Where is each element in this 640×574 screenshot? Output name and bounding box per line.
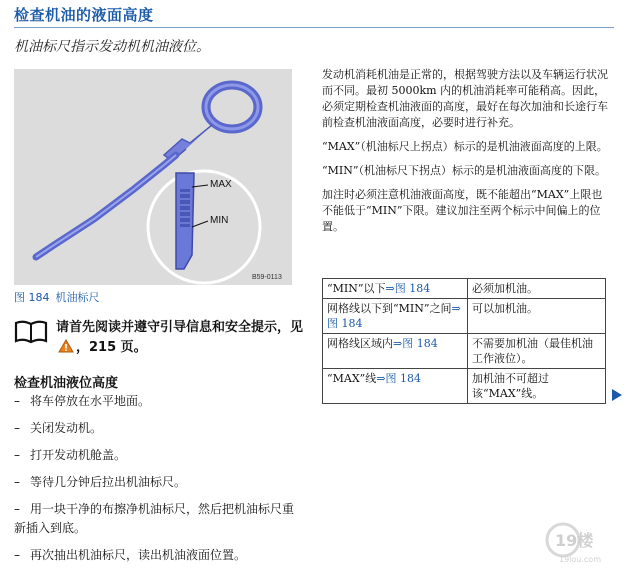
table-row: “MAX”线⇒图 184 加机油不可超过该“MAX”线。 [323, 369, 606, 404]
table-row: “MIN”以下⇒图 184 必须加机油。 [323, 279, 606, 299]
figure-link[interactable]: ⇒图 184 [393, 337, 438, 350]
page-title: 检查机油的液面高度 [14, 6, 154, 24]
max-label: MAX [210, 179, 232, 190]
figure-number: 图 184 [14, 291, 50, 304]
figure-caption [14, 289, 100, 305]
paragraph-min: “MIN”（机油标尺下拐点）标示的是机油液面高度的下限。 [322, 164, 606, 177]
table-row: 网格线以下到“MIN”之间⇒图 184 可以加机油。 [323, 299, 606, 334]
continue-arrow-icon[interactable] [612, 386, 622, 405]
paragraph-fill: 加注时必须注意机油液面高度，既不能超出“MAX”上限也不能低于“MIN”下限。建议加注至两个标示中间偏上的位置。 [322, 188, 603, 233]
watermark-logo [545, 520, 625, 568]
note-text-a: 请首先阅读并遵守引导信息和安全提示，见 [56, 320, 304, 335]
warning-triangle-icon[interactable] [58, 339, 74, 360]
step-item: – 打开发动机舱盖。 [14, 448, 127, 462]
book-icon [14, 320, 48, 348]
oil-level-table [322, 278, 606, 404]
figure-title: 机油标尺 [55, 291, 100, 304]
procedure-steps [14, 392, 299, 573]
step-item: – 关闭发动机。 [14, 421, 103, 435]
step-item: – 用一块干净的布擦净机油标尺，然后把机油标尺重新插入到底。 [14, 502, 295, 535]
note-text-b: ，215 页。 [76, 340, 147, 355]
step-item: – 再次抽出机油标尺，读出机油液面位置。 [14, 548, 247, 562]
dipstick-illustration [14, 69, 292, 285]
figure-link[interactable]: ⇒图 184 [385, 282, 431, 295]
figure-link[interactable]: ⇒图 184 [376, 372, 422, 385]
title-divider [14, 27, 614, 28]
svg-text:19楼: 19楼 [555, 531, 594, 550]
step-item: – 将车停放在水平地面。 [14, 394, 151, 408]
step-item: – 等待几分钟后拉出机油标尺。 [14, 475, 187, 489]
paragraph-consumption: 发动机消耗机油是正常的，根据驾驶方法以及车辆运行状况而不同。最初 5000km 内的机油消耗率可能稍高。因此，必须定期检查机油液面的高度，最好在每次加油和长途行车前检查机油液面高度，必要时进行补充。 [322, 68, 608, 129]
table-row: 网格线区域内⇒图 184 不需要加机油（最佳机油工作液位）。 [323, 334, 606, 369]
paragraph-max: “MAX”（机油标尺上拐点）标示的是机油液面高度的上限。 [322, 140, 608, 153]
svg-text:19lou.com: 19lou.com [559, 555, 601, 564]
figure-code: B59-0113 [252, 274, 282, 281]
page-subtitle: 机油标尺指示发动机机油液位。 [14, 39, 210, 55]
body-text [322, 67, 608, 243]
min-label: MIN [210, 215, 229, 226]
procedure-heading: 检查机油液位高度 [14, 376, 119, 391]
figure-link[interactable]: ⇒图 184 [327, 302, 461, 330]
dipstick-figure [14, 69, 292, 285]
magnifier-circle [148, 171, 260, 283]
